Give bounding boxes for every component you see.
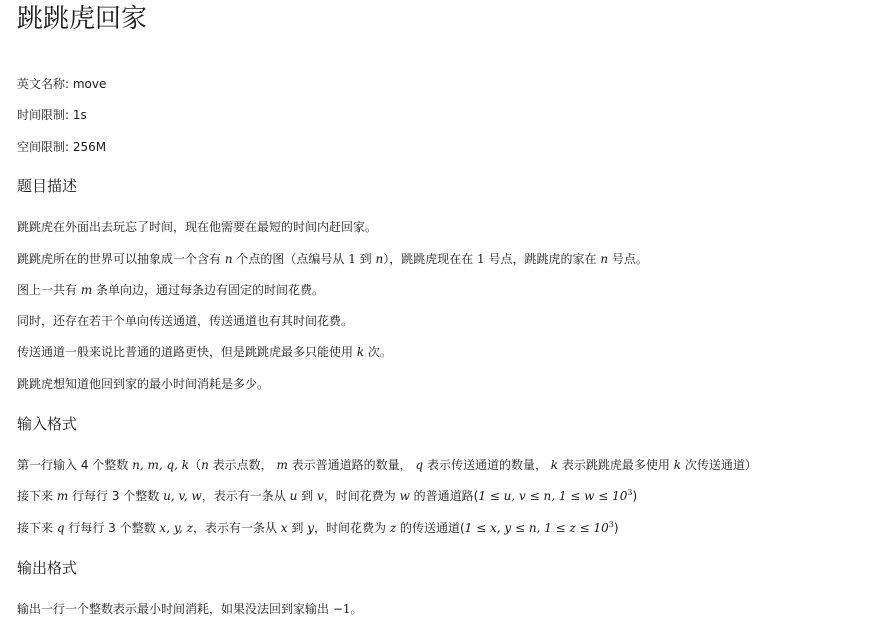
- description-paragraph-4: 同时，还存在若干个单向传送通道，传送通道也有其时间花费。: [17, 314, 354, 328]
- math-n: n: [224, 252, 233, 266]
- math-minus-one: −1: [332, 602, 351, 616]
- math-k: k: [550, 458, 559, 472]
- space-limit: 空间限制: 256M: [17, 140, 107, 154]
- math-m: m: [56, 489, 69, 503]
- description-paragraph-1: 跳跳虎在外面出去玩忘了时间，现在他需要在最短的时间内赶回家。: [17, 220, 378, 234]
- math-m: m: [80, 283, 93, 297]
- section-heading-output: 输出格式: [17, 559, 78, 577]
- input-line-3: 接下来 q 行每行 3 个整数 x, y, z，表示有一条从 x 到 y，时间花费为 z 的传送通道(1 ≤ x, y ≤ n, $1 \le z \le 10^3$): [17, 520, 619, 535]
- math-n: n: [375, 252, 384, 266]
- math-n: n: [600, 252, 609, 266]
- section-heading-description: 题目描述: [17, 177, 78, 195]
- math-1: 1: [477, 252, 485, 266]
- math-vars: x, y, z: [159, 521, 193, 535]
- math-q: q: [415, 458, 424, 472]
- math-k: k: [356, 345, 365, 359]
- math-vars: u, v, w: [163, 489, 202, 503]
- math-m: m: [276, 458, 288, 472]
- math-n: n: [201, 458, 209, 472]
- math-constraint: 1 ≤ x, y ≤ n, 1 ≤ z ≤ 10: [464, 521, 609, 535]
- math-vars: n, m, q, k: [132, 458, 190, 472]
- english-name: 英文名称: move: [17, 77, 107, 91]
- time-limit: 时间限制: 1s: [17, 108, 87, 122]
- math-w: w: [399, 489, 410, 503]
- math-z: z: [389, 521, 397, 535]
- math-1: 1: [348, 252, 356, 266]
- math-exponent: 3: [627, 488, 633, 497]
- output-line-1: 输出一行一个整数表示最小时间消耗，如果没法回到家输出 −1。: [17, 602, 363, 616]
- description-paragraph-6: 跳跳虎想知道他回到家的最小时间消耗是多少。: [17, 377, 270, 391]
- math-q: q: [56, 521, 65, 535]
- page-title: 跳跳虎回家: [17, 4, 148, 34]
- description-paragraph-5: 传送通道一般来说比普通的道路更快，但是跳跳虎最多只能使用 k 次。: [17, 345, 392, 359]
- math-y: y: [307, 521, 314, 535]
- description-paragraph-2: 跳跳虎所在的世界可以抽象成一个含有 n 个点的图（点编号从 1 到 n），跳跳虎现在在 1 号点，跳跳虎的家在 n 号点。: [17, 252, 648, 266]
- input-line-1: 第一行输入 4 个整数 n, m, q, k（n 表示点数， m 表示普通道路的数量， q 表示传送通道的数量， k 表示跳跳虎最多使用 k 次传送通道）: [17, 458, 757, 472]
- math-v: v: [316, 489, 324, 503]
- math-constraint: 1 ≤ u, v ≤ n, 1 ≤ w ≤ 10: [478, 489, 628, 503]
- math-x: x: [280, 521, 288, 535]
- description-paragraph-3: 图上一共有 m 条单向边，通过每条边有固定的时间花费。: [17, 283, 325, 297]
- math-u: u: [289, 489, 298, 503]
- math-k: k: [673, 458, 681, 472]
- section-heading-input: 输入格式: [17, 415, 78, 433]
- math-exponent: 3: [608, 520, 614, 529]
- input-line-2: 接下来 m 行每行 3 个整数 u, v, w，表示有一条从 u 到 v，时间花费为 w 的普通道路(1 ≤ u, v ≤ n, $1 \le w \le 10^3$): [17, 488, 638, 503]
